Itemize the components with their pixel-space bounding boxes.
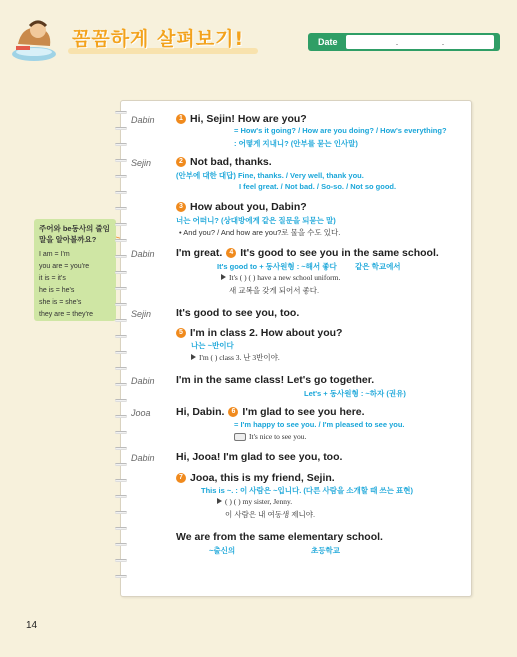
dialogue-line — [176, 247, 439, 259]
speaker-label: Jooa — [131, 408, 151, 418]
practice-sentence — [234, 432, 306, 441]
date-box — [308, 33, 500, 51]
note-item: I am = I'm — [39, 251, 70, 258]
expression-note: 같은 학교에서 — [355, 262, 401, 271]
play-arrow-icon — [221, 274, 226, 280]
practice-translation: 이 사람은 내 여동생 제니야. — [225, 510, 316, 519]
note-item: you are = you're — [39, 263, 90, 270]
line-number-badge: 1 — [176, 114, 186, 124]
expression-note: It's good to + 동사원형 : ~해서 좋다 — [217, 262, 337, 271]
expression-note: ~출신의 — [209, 546, 236, 555]
date-label: Date — [318, 37, 338, 47]
mascot-reading-icon — [8, 14, 60, 64]
practice-translation: 새 교복을 갖게 되어서 좋다. — [229, 286, 320, 295]
expression-note: = How's it going? / How are you doing? / How's everything? — [234, 126, 447, 135]
speaker-label: Sejin — [131, 309, 152, 319]
expression-note: (안부에 대한 대답) Fine, thanks. / Very well, thank you. — [176, 171, 364, 180]
line-number-badge: 5 — [176, 328, 186, 338]
practice-sentence — [191, 352, 280, 363]
note-item: she is = she's — [39, 299, 82, 306]
expression-note: : 어떻게 지내니? (안부를 묻는 인사말) — [234, 139, 358, 148]
note-item: he is = he's — [39, 287, 75, 294]
practice-text: ( ) ( ) my sister, Jenny. — [225, 497, 293, 506]
date-separator: . — [395, 37, 399, 47]
dialogue-line — [176, 451, 342, 463]
line-number-badge: 3 — [176, 202, 186, 212]
contraction-note — [34, 219, 116, 321]
note-item: they are = they're — [39, 311, 94, 318]
dialogue-text: We are from the same elementary school. — [176, 531, 383, 543]
expression-note: Let's + 동사원형 : ~하자 (권유) — [304, 389, 406, 398]
line-number-badge: 6 — [228, 407, 238, 417]
expression-note: I feel great. / Not bad. / So-so. / Not so good. — [239, 182, 397, 191]
dialogue-text: How about you, Dabin? — [190, 201, 307, 213]
dialogue-text: I'm glad to see you here. — [242, 406, 365, 418]
dialogue-notebook — [120, 100, 472, 597]
expression-note: = I'm happy to see you. / I'm pleased to see you. — [234, 420, 405, 429]
speaker-label: Sejin — [131, 158, 152, 168]
expression-note: 초등학교 — [311, 546, 340, 555]
dialogue-text: Hi, Sejin! How are you? — [190, 113, 307, 125]
dialogue-text: I'm great. — [176, 247, 223, 259]
line-number-badge: 4 — [226, 248, 236, 258]
page-header — [0, 0, 517, 80]
dialogue-text: It's good to see you, too. — [176, 307, 300, 319]
dialogue-line — [176, 327, 342, 339]
dialogue-text: It's good to see you in the same school. — [240, 247, 439, 259]
dialogue-line — [176, 374, 374, 386]
speech-bubble-icon — [234, 433, 246, 441]
dialogue-line — [176, 406, 365, 418]
note-item: it is = it's — [39, 275, 66, 282]
dialogue-line — [176, 531, 383, 543]
tip-bullet: • And you? / And how are you?로 물을 수도 있다. — [179, 228, 341, 237]
dialogue-line — [176, 307, 299, 319]
dialogue-line — [176, 201, 307, 213]
dialogue-text: Hi, Dabin. — [176, 406, 225, 418]
practice-sentence — [217, 497, 292, 506]
expression-note: 나는 ~반이다 — [191, 341, 234, 350]
page-number: 14 — [26, 620, 38, 631]
speaker-label: Dabin — [131, 376, 155, 386]
dialogue-text: I'm in class 2. How about you? — [190, 327, 343, 339]
line-number-badge: 2 — [176, 157, 186, 167]
dialogue-line — [176, 472, 335, 484]
section-title: 꼼꼼하게 살펴보기! — [72, 28, 245, 50]
practice-sentence — [221, 273, 340, 282]
expression-note: This is ~. : 이 사람은 ~입니다. (다른 사람을 소개할 때 쓰는 표현) — [201, 486, 413, 495]
date-separator: . — [441, 37, 445, 47]
dialogue-line — [176, 156, 272, 168]
speaker-label: Dabin — [131, 453, 155, 463]
spiral-binding — [115, 111, 127, 591]
expression-note: 너는 어떠니? (상대방에게 같은 질문을 되묻는 말) — [176, 216, 336, 225]
play-arrow-icon — [217, 498, 222, 504]
speaker-label: Dabin — [131, 115, 155, 125]
practice-text: I'm ( ) class 3. 난 3반이야. — [199, 353, 280, 362]
speaker-label: Dabin — [131, 249, 155, 259]
date-field[interactable] — [346, 35, 494, 49]
practice-text: It's ( ) ( ) have a new school uniform. — [229, 273, 341, 282]
dialogue-text: Jooa, this is my friend, Sejin. — [190, 472, 335, 484]
practice-text: It's nice to see you. — [249, 432, 307, 441]
play-arrow-icon — [191, 354, 196, 360]
dialogue-text: Not bad, thanks. — [190, 156, 272, 168]
line-number-badge: 7 — [176, 473, 186, 483]
note-title: 주어와 be동사의 줄임말을 알아볼까요? — [39, 224, 110, 244]
dialogue-text: Hi, Jooa! I'm glad to see you, too. — [176, 451, 343, 463]
dialogue-text: I'm in the same class! Let's go together. — [176, 374, 375, 386]
dialogue-line — [176, 113, 307, 125]
